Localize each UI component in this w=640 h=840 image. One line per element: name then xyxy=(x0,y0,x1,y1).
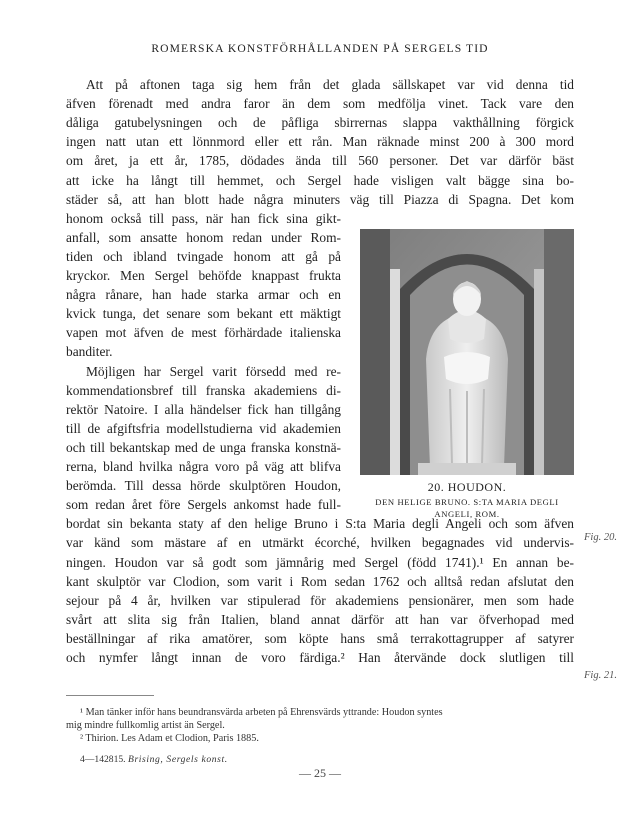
statue-photograph xyxy=(360,229,574,475)
margin-note-fig-20: Fig. 20. xyxy=(584,532,617,543)
text-line: dåliga gatubelysningen och de påfliga sbirrernas slappa vakthållning förgick xyxy=(66,115,574,131)
text-line: ningen. Houdon var så godt som jämnårig med Sergel (född 1741).¹ En annan be- xyxy=(66,554,574,570)
figure-houdon-statue xyxy=(360,229,574,475)
text-line: tiden och ibland tvingade honom att gå på xyxy=(66,248,341,264)
text-line: sejour på 4 år, hvilken var stipulerad för akademiens pensionärer, men som hade xyxy=(66,592,574,608)
text-line: kant skulptör var Clodion, som varit i Rom sedan 1762 och alltså redan afslutat den xyxy=(66,573,574,589)
figure-caption-subtitle-line: DEN HELIGE BRUNO. S:TA MARIA DEGLI xyxy=(375,497,559,507)
text-line: kommendationsbref till franska akademiens di- xyxy=(66,382,341,398)
text-line: beställningar af rika amatörer, som köpte hans små terrakottagrupper af satyrer xyxy=(66,630,574,646)
printer-code: 4—142815. xyxy=(80,754,126,765)
text-line: Att på aftonen taga sig hem från det glada sällskapet var vid denna tid xyxy=(86,77,574,92)
footnote-rule xyxy=(66,695,154,696)
text-line: honom också till pass, när han fick sina gikt- xyxy=(66,210,341,226)
text-line: berömda. Till dessa hörde skulptören Houdon, xyxy=(66,478,341,494)
page-number: — 25 — xyxy=(299,766,341,780)
footnote-2: ² Thirion. Les Adam et Clodion, Paris 1885. xyxy=(80,733,259,744)
figure-caption-subtitle xyxy=(356,496,578,520)
footnote-1-continued: mig mindre fullkomlig artist än Sergel. xyxy=(66,720,225,731)
text-line: anfall, som ansatte honom redan under Rom- xyxy=(66,229,341,245)
figure-caption-title: 20. HOUDON. xyxy=(427,480,507,494)
text-line: var känd som mästare af en utmärkt écorché, hvilken begagnades vid undervis- xyxy=(66,535,574,551)
footnote-1: ¹ Man tänker inför hans beundransvärda arbeten på Ehrensvärds yttrande: Houdon syntes xyxy=(80,707,443,718)
text-line: att icke ha långt till hemmet, och Sergel hade visligen valt bägge sina bo- xyxy=(66,172,574,188)
text-line: rektör Natoire. I alla händelser fick han tillgång xyxy=(66,401,341,417)
text-line: som redan året före Sergels ankomst hade full- xyxy=(66,497,341,513)
text-line: och nymfer långt innan de voro färdiga.² Han återvände dock slutligen till xyxy=(66,650,574,665)
text-line: kryckor. Men Sergel behöfde knappast frukta xyxy=(66,268,341,283)
margin-note-fig-21: Fig. 21. xyxy=(584,670,617,681)
text-line: äfven förenadt med andra faror än dem som medfölja vinet. Tack vare den xyxy=(66,96,574,112)
text-line: städer så, att han blott hade några minuters väg till Piazza di Spagna. Det kom xyxy=(66,191,574,207)
text-line: rerna, bland hvilka några voro på väg att blifva xyxy=(66,459,341,474)
text-line: ingen natt utan ett lönnmord eller ett rån. Man räknade minst 200 à 300 mord xyxy=(66,134,574,150)
text-line: Möjligen har Sergel varit försedd med re- xyxy=(86,363,341,379)
figure-caption-subtitle-line: ANGELI, ROM. xyxy=(434,509,500,519)
text-line: bordat sin bekanta staty af den helige Bruno i S:ta Maria degli Angeli och som äfven xyxy=(66,516,574,532)
printer-signature xyxy=(80,754,228,765)
printer-reference: Brising, Sergels konst. xyxy=(127,754,228,765)
text-line: om året, ja ett år, 1785, dödades ända till 560 personer. Det var därför bäst xyxy=(66,153,574,169)
text-line: svårt att slita sig från Italien, bland annat därför att han var öfverhopad med xyxy=(66,611,574,627)
text-line: till de afgiftsfria modellstudierna vid akademien xyxy=(66,420,341,436)
running-head: ROMERSKA KONSTFÖRHÅLLANDEN PÅ SERGELS TID xyxy=(151,42,489,55)
text-line: banditer. xyxy=(66,344,113,360)
text-line: kvick tunga, det senare som bekant ett mäktigt xyxy=(66,306,341,322)
text-line: några rånare, han hade starka armar och en xyxy=(66,287,341,303)
text-line: och till bekantskap med de unga franska konstnä- xyxy=(66,439,341,455)
text-line: vapen mot äfven de mest förhärdade italienska xyxy=(66,325,341,341)
